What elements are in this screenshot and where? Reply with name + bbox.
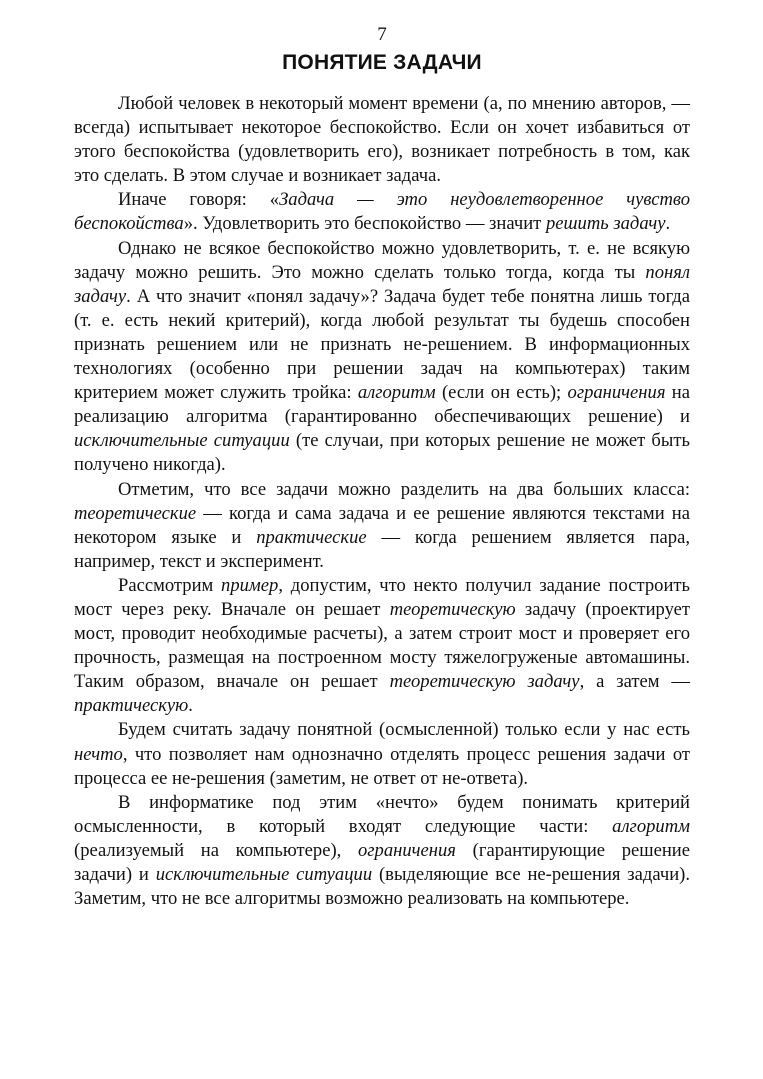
text-run: Рассмотрим xyxy=(118,574,222,596)
text-run: на реализацию алгоритма (гарантированно обеспечивающих решение) и xyxy=(74,382,690,428)
italic-run: практическую xyxy=(74,695,189,717)
text-run: (реализуемый на компьютере), xyxy=(74,839,358,861)
paragraph xyxy=(74,237,690,478)
italic-run: алгоритм xyxy=(357,382,436,404)
italic-run: теоретическую задачу xyxy=(389,671,580,693)
text-run: В информатике под этим «нечто» будем понимать критерий осмысленности, в который входят следующие части: xyxy=(74,791,690,837)
text-run: , что позволяет нам однозначно отделять процесс решения задачи от процесса ее не-решения (заметим, не ответ от не-ответа). xyxy=(74,743,690,789)
text-run: . xyxy=(188,695,193,717)
italic-run: ограничения xyxy=(358,839,456,861)
italic-run: теоретическую xyxy=(389,598,516,620)
italic-run: Задача — это неудовлетворенное чувство беспокойства xyxy=(74,189,691,235)
page-title: ПОНЯТИЕ ЗАДАЧИ xyxy=(282,51,482,74)
text-run: . xyxy=(665,213,671,235)
text-run: Отметим, что все задачи можно разделить на два больших класса: xyxy=(118,478,690,500)
paragraph xyxy=(74,791,690,911)
text-run: — когда решением является пара, например, текст и эксперимент. xyxy=(74,526,690,572)
italic-run: пример xyxy=(221,574,279,596)
paragraph xyxy=(74,574,690,719)
italic-run: практические xyxy=(256,526,367,548)
paragraph xyxy=(74,188,690,236)
text-run: . А что значит «понял задачу»? Задача будет тебе понятна лишь тогда (т. е. есть некий критерий), когда любой результат ты будешь способен признать решением или не признать не-решением. В информационных технологиях (особенно при решении задач на компьютерах) таким критерием может служить тройка: xyxy=(74,285,690,404)
text-run: Однако не всякое беспокойство можно удовлетворить, т. е. не всякую задачу можно решить. Это можно сделать только тогда, когда ты xyxy=(74,237,690,283)
text-run: — когда и сама задача и ее решение являются текстами на некотором языке и xyxy=(74,502,690,548)
text-run: (гарантирующие решение задачи) и xyxy=(74,839,691,885)
text-run: ». Удовлетворить это беспокойство — значит xyxy=(183,213,546,235)
text-run: (те случаи, при которых решение не может быть получено никогда). xyxy=(74,430,690,476)
text-run: Иначе говоря: « xyxy=(118,189,280,211)
paragraph xyxy=(74,718,690,790)
paragraph xyxy=(74,478,690,574)
body-text xyxy=(74,92,690,911)
text-run: (выделяющие все не-решения задачи). Заметим, что не все алгоритмы возможно реализовать на компьютере. xyxy=(74,864,691,910)
text-run: Любой человек в некоторый момент времени (а, по мнению авторов, — всегда) испытывает некоторое беспокойство. Если он хочет избавиться от этого беспокойства (удовлетворить его), возникает потребность в том, как это сделать. В этом случае и возникает задача. xyxy=(74,93,690,187)
text-run: задачу (проектирует мост, проводит необходимые расчеты), а затем строит мост и проверяет его прочность, размещая на построенном мосту тяжелогруженые автомашины. Таким образом, вначале он решает xyxy=(74,598,690,693)
italic-run: понял задачу xyxy=(74,261,690,307)
text-run: (если он есть); xyxy=(435,382,568,404)
italic-run: ограничения xyxy=(567,382,666,404)
italic-run: решить задачу xyxy=(545,213,666,235)
text-run: , а затем — xyxy=(579,671,691,693)
italic-run: теоретические xyxy=(74,502,197,524)
paragraph xyxy=(74,92,690,188)
document-page xyxy=(74,24,690,911)
text-run: , допустим, что некто получил задание построить мост через реку. Вначале он решает xyxy=(74,574,690,620)
page-number: 7 xyxy=(377,24,387,45)
italic-run: нечто xyxy=(74,743,123,765)
text-run: Будем считать задачу понятной (осмысленной) только если у нас есть xyxy=(118,719,690,741)
italic-run: исключительные ситуации xyxy=(155,864,373,885)
italic-run: исключительные ситуации xyxy=(74,430,290,452)
italic-run: алгоритм xyxy=(612,815,690,837)
